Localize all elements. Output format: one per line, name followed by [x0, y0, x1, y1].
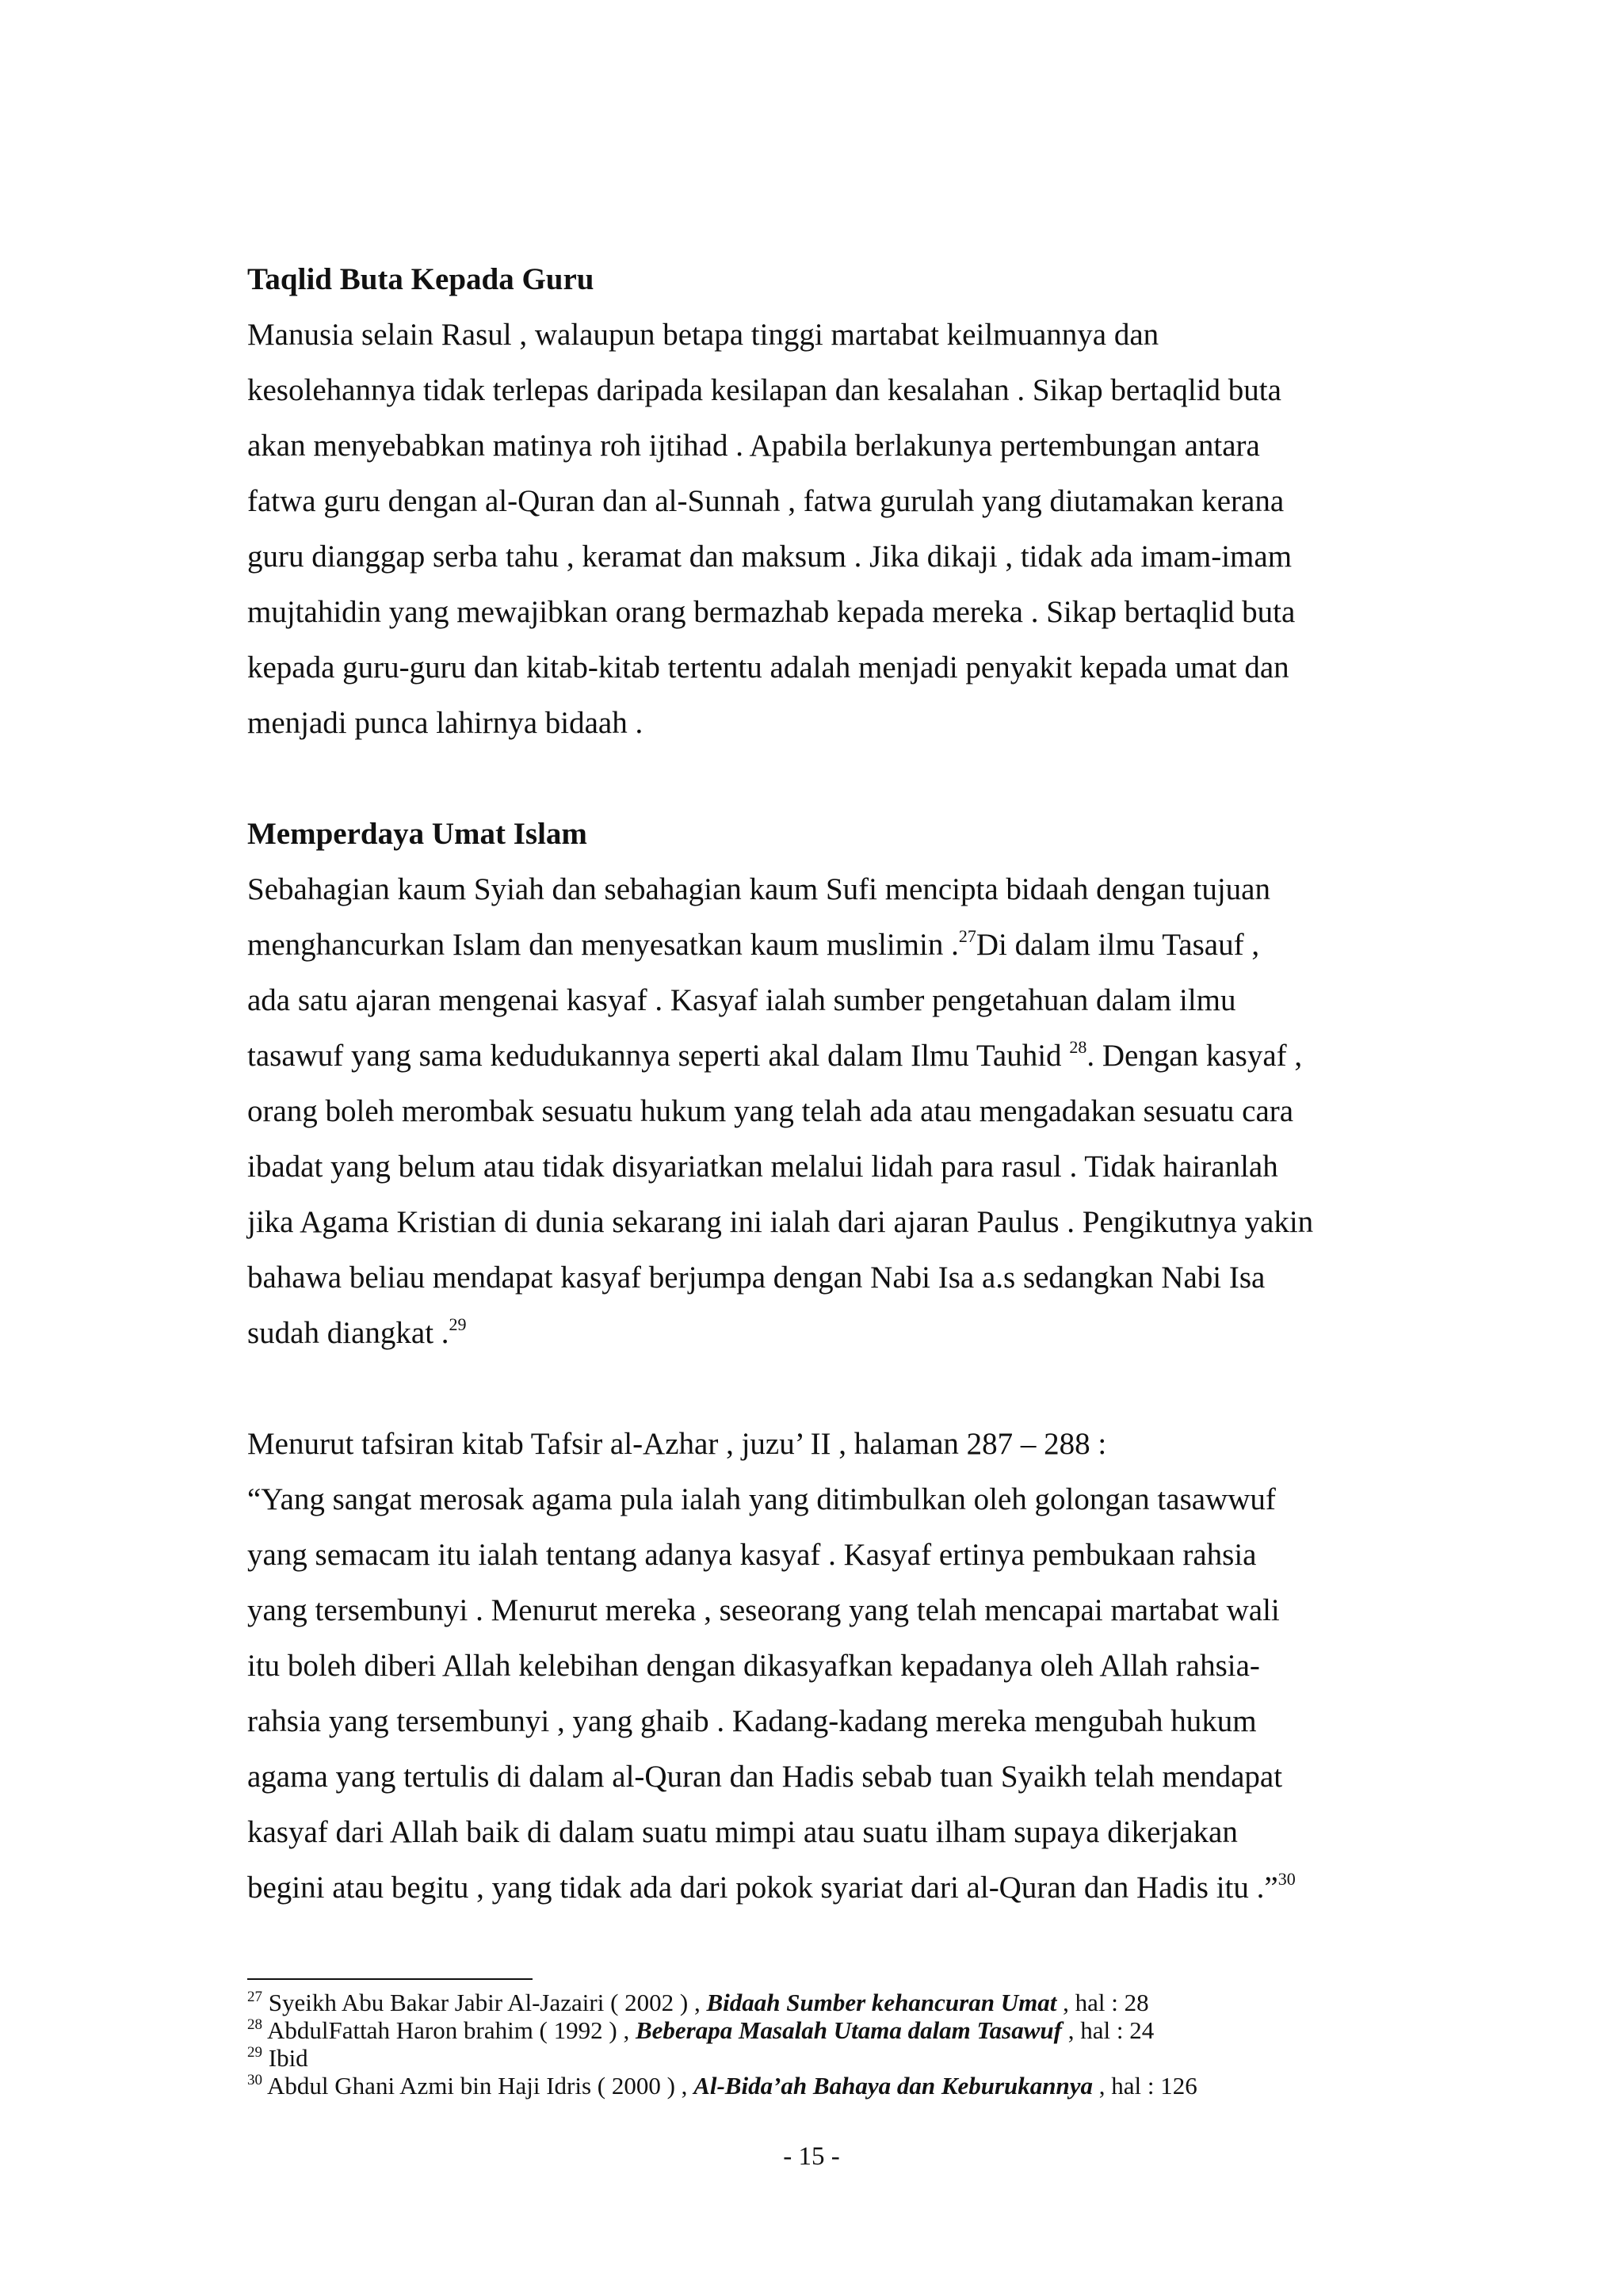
footnote-title: Beberapa Masalah Utama dalam Tasawuf	[635, 2016, 1062, 2044]
line-text: begini atau begitu , yang tidak ada dari pokok syariat dari al-Quran dan Hadis itu .”	[247, 1871, 1278, 1905]
footnote-page: , hal : 24	[1061, 2016, 1155, 2044]
footnote-separator	[247, 1978, 533, 1980]
line-text: sudah diangkat .	[247, 1316, 449, 1350]
paragraph-line: menjadi punca lahirnya bidaah .	[247, 706, 643, 740]
quote-line: kasyaf dari Allah baik di dalam suatu mimpi atau suatu ilham supaya dikerjakan	[247, 1815, 1238, 1849]
quote-line: itu boleh diberi Allah kelebihan dengan dikasyafkan kepadanya oleh Allah rahsia-	[247, 1649, 1260, 1683]
footnote-author: Syeikh Abu Bakar Jabir Al-Jazairi ( 2002 ) ,	[268, 1989, 707, 2016]
paragraph-line: Manusia selain Rasul , walaupun betapa tinggi martabat keilmuannya dan	[247, 318, 1159, 352]
paragraph-line: kesolehannya tidak terlepas daripada kesilapan dan kesalahan . Sikap bertaqlid buta	[247, 373, 1281, 407]
quote-line: yang semacam itu ialah tentang adanya kasyaf . Kasyaf ertinya pembukaan rahsia	[247, 1538, 1257, 1572]
footnote-item	[247, 2072, 1436, 2100]
footnote-author: Abdul Ghani Azmi bin Haji Idris ( 2000 ) ,	[267, 2072, 694, 2100]
document-body	[247, 252, 1396, 1916]
footnote-page: , hal : 28	[1056, 1989, 1149, 2016]
footnote-number: 28	[247, 2016, 262, 2033]
paragraph-line	[247, 917, 1396, 973]
footnote-item	[247, 2016, 1436, 2044]
quote-line: rahsia yang tersembunyi , yang ghaib . Kadang-kadang mereka mengubah hukum	[247, 1704, 1257, 1738]
footnote-number: 29	[247, 2044, 262, 2061]
paragraph-line: Sebahagian kaum Syiah dan sebahagian kaum Sufi mencipta bidaah dengan tujuan	[247, 872, 1270, 906]
spacer	[247, 1361, 1396, 1417]
section-heading: Memperdaya Umat Islam	[247, 817, 587, 851]
quote-line	[247, 1860, 1396, 1916]
footnote-number: 27	[247, 1989, 262, 2005]
spacer	[247, 751, 1396, 807]
quote-line: yang tersembunyi . Menurut mereka , seseorang yang telah mencapai martabat wali	[247, 1593, 1280, 1627]
footnote-item	[247, 2044, 1436, 2072]
quote-intro: Menurut tafsiran kitab Tafsir al-Azhar , juzu’ II , halaman 287 – 288 :	[247, 1427, 1107, 1461]
line-text: menghancurkan Islam dan menyesatkan kaum muslimin .	[247, 928, 959, 962]
quote-line: “Yang sangat merosak agama pula ialah yang ditimbulkan oleh golongan tasawwuf	[247, 1482, 1276, 1516]
line-text: tasawuf yang sama kedudukannya seperti akal dalam Ilmu Tauhid	[247, 1039, 1070, 1073]
paragraph-line: kepada guru-guru dan kitab-kitab tertentu adalah menjadi penyakit kepada umat dan	[247, 650, 1289, 685]
section-taqlid	[247, 252, 1396, 751]
footnote-author: AbdulFattah Haron brahim ( 1992 ) ,	[267, 2016, 636, 2044]
line-text: . Dengan kasyaf ,	[1086, 1039, 1303, 1073]
footnote-title: Bidaah Sumber kehancuran Umat	[706, 1989, 1057, 2016]
footnote-page: , hal : 126	[1093, 2072, 1197, 2100]
footnote-ref[interactable]: 29	[449, 1314, 467, 1334]
footnote-item	[247, 1989, 1436, 2016]
paragraph-line: orang boleh merombak sesuatu hukum yang telah ada atau mengadakan sesuatu cara	[247, 1094, 1294, 1128]
section-memperdaya	[247, 807, 1396, 1361]
footnote-number: 30	[247, 2072, 262, 2088]
footnote-ref[interactable]: 28	[1069, 1037, 1087, 1057]
footnote-title: Al-Bida’ah Bahaya dan Keburukannya	[693, 2072, 1094, 2100]
section-heading: Taqlid Buta Kepada Guru	[247, 262, 594, 296]
quote-line: agama yang tertulis di dalam al-Quran dan Hadis sebab tuan Syaikh telah mendapat	[247, 1760, 1283, 1794]
paragraph-line: jika Agama Kristian di dunia sekarang ini ialah dari ajaran Paulus . Pengikutnya yakin	[247, 1205, 1314, 1239]
section-quotation	[247, 1417, 1396, 1916]
footnote-ref[interactable]: 30	[1277, 1869, 1296, 1889]
paragraph-line: fatwa guru dengan al-Quran dan al-Sunnah , fatwa gurulah yang diutamakan kerana	[247, 484, 1285, 518]
paragraph-line: guru dianggap serba tahu , keramat dan maksum . Jika dikaji , tidak ada imam-imam	[247, 540, 1293, 574]
page-number: - 15 -	[783, 2142, 840, 2171]
paragraph-line: akan menyebabkan matinya roh ijtihad . Apabila berlakunya pertembungan antara	[247, 429, 1260, 463]
footnote-author: Ibid	[268, 2044, 308, 2072]
paragraph-line: bahawa beliau mendapat kasyaf berjumpa dengan Nabi Isa a.s sedangkan Nabi Isa	[247, 1261, 1266, 1295]
paragraph-line: mujtahidin yang mewajibkan orang bermazhab kepada mereka . Sikap bertaqlid buta	[247, 595, 1296, 629]
paragraph-line: ibadat yang belum atau tidak disyariatkan melalui lidah para rasul . Tidak hairanlah	[247, 1150, 1278, 1184]
paragraph-line: ada satu ajaran mengenai kasyaf . Kasyaf ialah sumber pengetahuan dalam ilmu	[247, 983, 1236, 1017]
footnote-ref[interactable]: 27	[958, 926, 976, 946]
paragraph-line	[247, 1028, 1396, 1084]
line-text: Di dalam ilmu Tasauf ,	[976, 928, 1260, 962]
footnotes	[247, 1989, 1436, 2100]
paragraph-line	[247, 1306, 1396, 1361]
